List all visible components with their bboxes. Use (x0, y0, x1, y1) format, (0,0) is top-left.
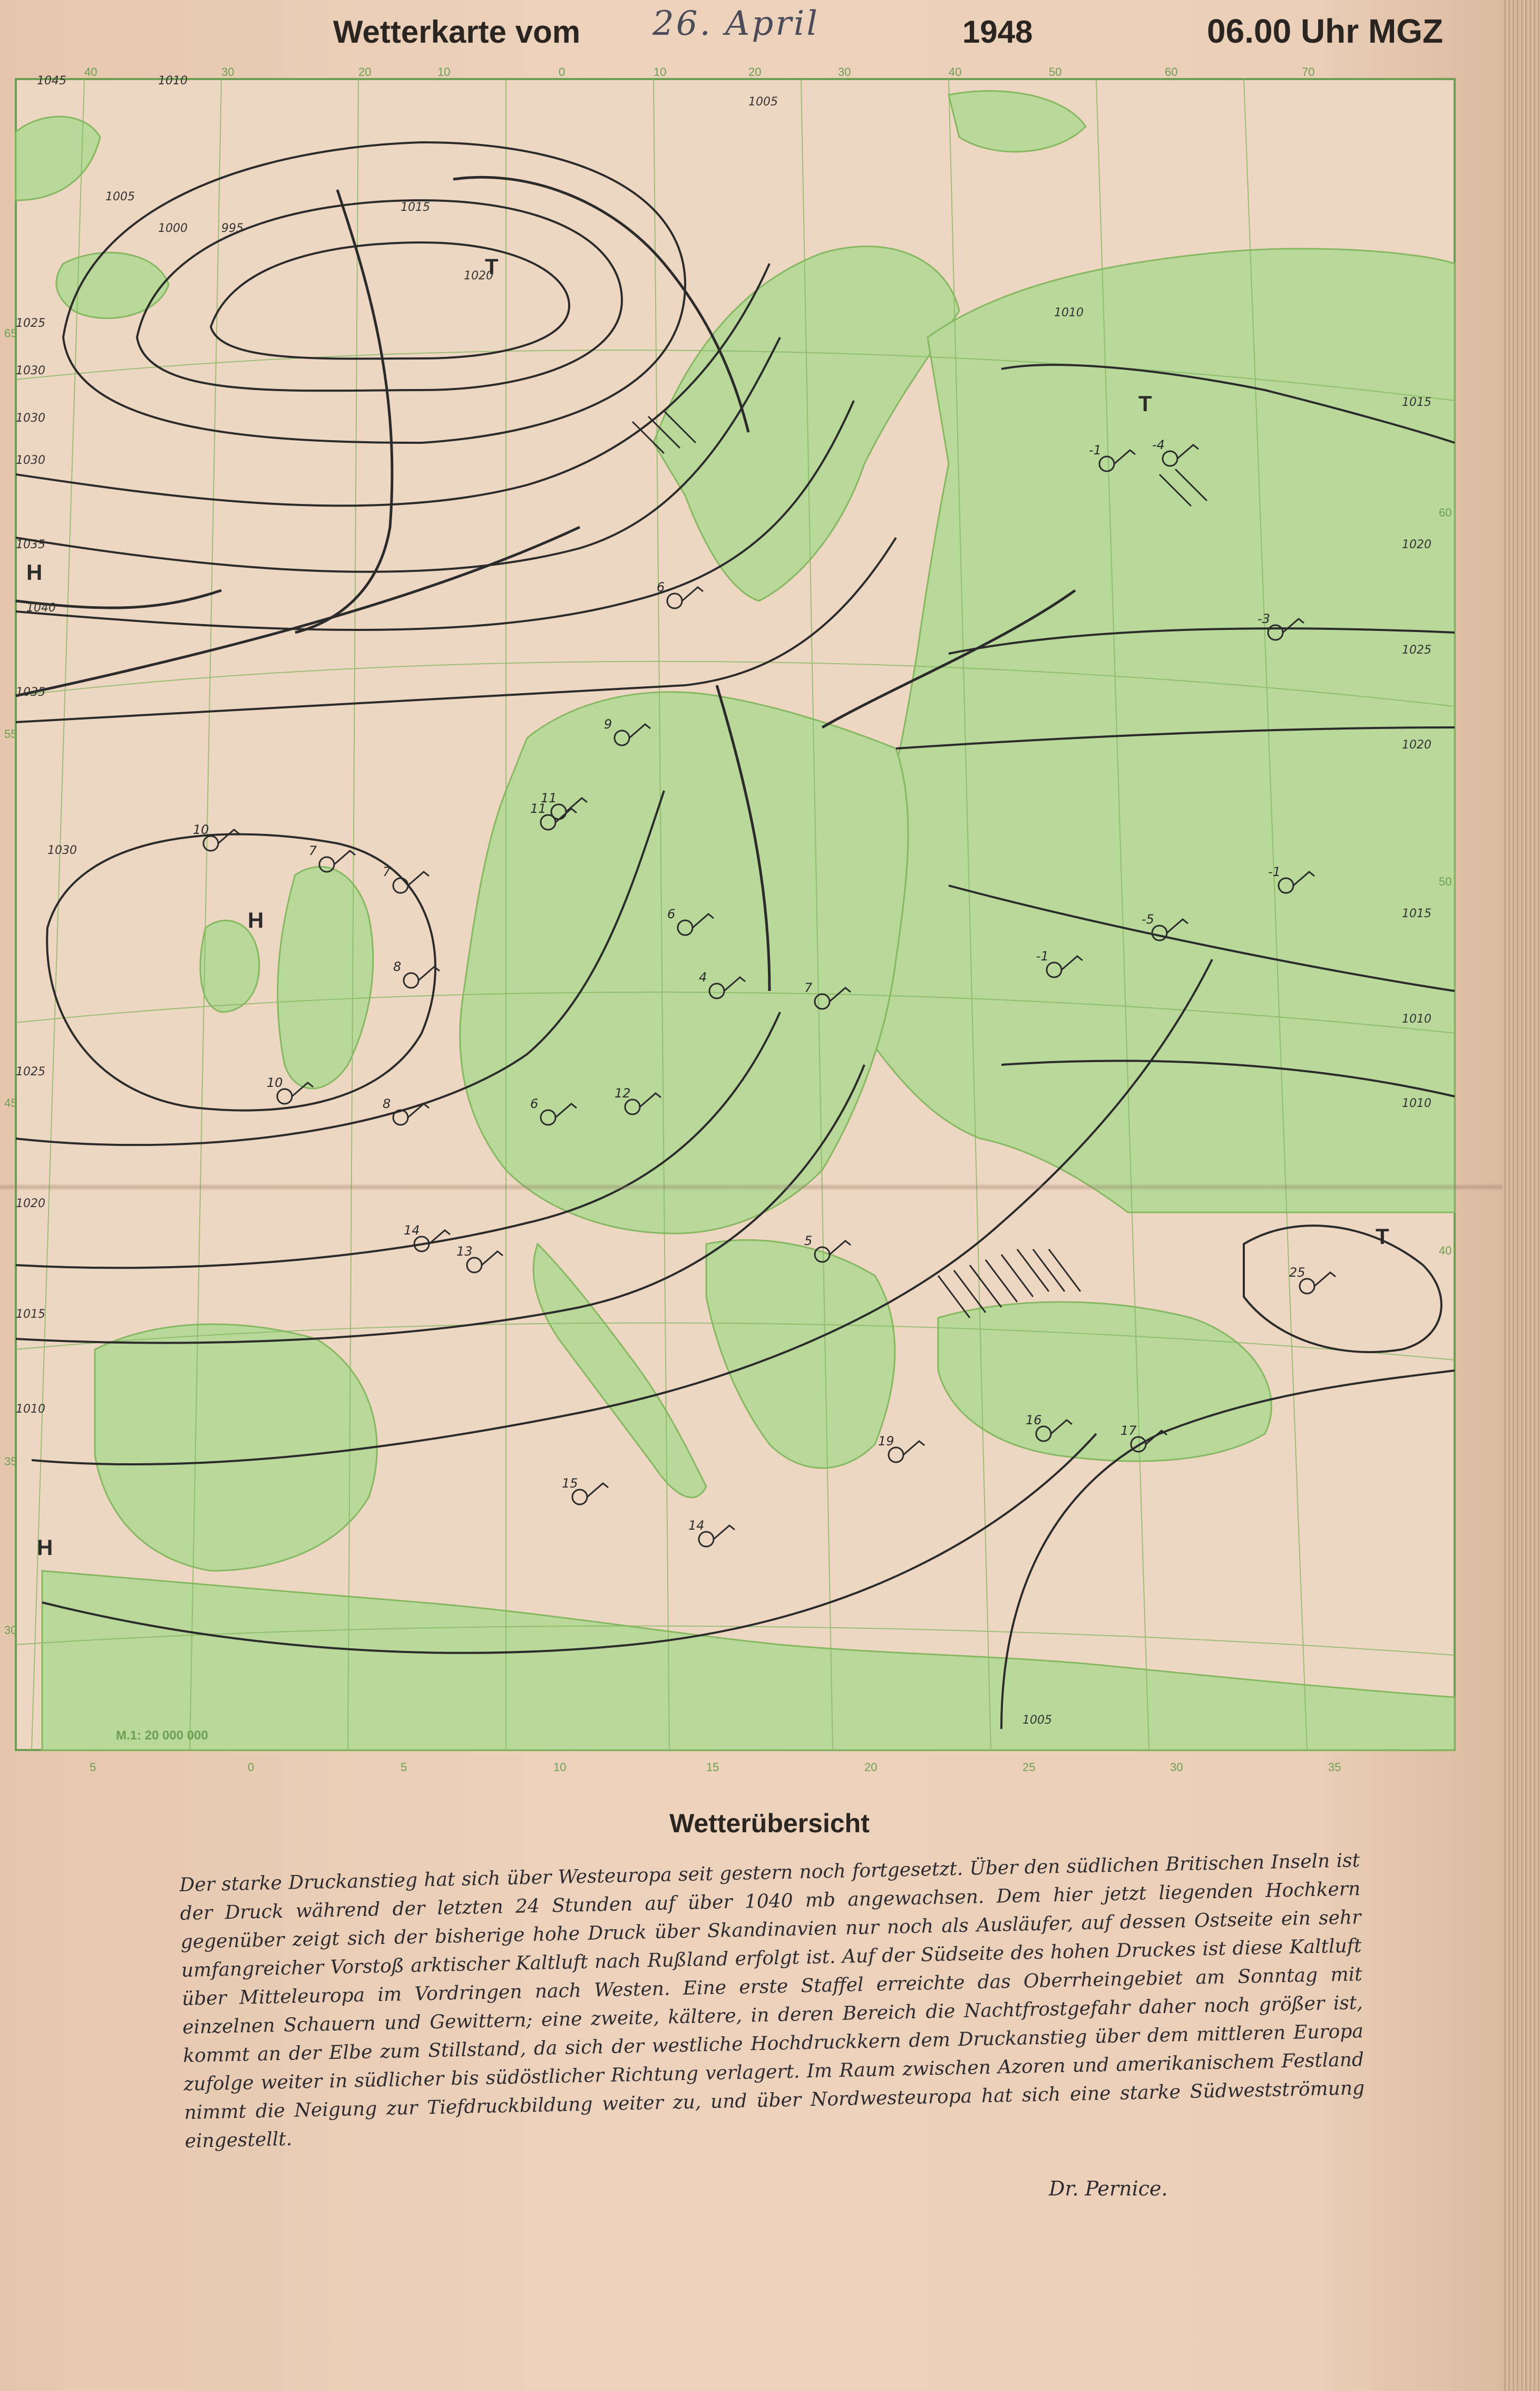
station-temperature: 14 (688, 1518, 705, 1533)
svg-text:55: 55 (4, 727, 17, 741)
low-center: T (1138, 391, 1152, 416)
svg-text:40: 40 (1439, 1244, 1452, 1257)
isobar-value-label: 1005 (748, 95, 778, 109)
svg-text:5: 5 (90, 1761, 96, 1774)
paper-fold (0, 1183, 1502, 1191)
isobar-value-label: 1010 (16, 1403, 45, 1416)
svg-text:30: 30 (838, 65, 851, 79)
station-temperature: 6 (657, 580, 665, 595)
svg-text:20: 20 (358, 65, 372, 79)
year: 1948 (962, 14, 1033, 50)
station-temperature: 8 (383, 1096, 391, 1111)
isobar-value-label: 1020 (1402, 538, 1431, 551)
isobar-value-label: 1000 (158, 222, 188, 235)
isobar-value-label: 1010 (1402, 1013, 1431, 1026)
station-temperature: -3 (1258, 611, 1270, 626)
isobar-value-label: 1015 (16, 1308, 45, 1321)
station-temperature: 7 (804, 980, 813, 995)
isobar-value-label: 1020 (464, 269, 493, 283)
isobar-value-label: 1015 (1402, 907, 1431, 920)
station-temperature: -5 (1142, 912, 1154, 927)
high-center: H (248, 908, 264, 932)
station-temperature: 5 (804, 1233, 813, 1248)
isobar-value-label: 1020 (1402, 738, 1431, 752)
station-temperature: 11 (541, 791, 557, 805)
svg-text:25: 25 (1022, 1761, 1036, 1774)
isobar-value-label: 1010 (1402, 1097, 1431, 1110)
isobar-value-label: 1035 (16, 686, 45, 699)
svg-text:35: 35 (1328, 1761, 1341, 1774)
land-iberia (95, 1324, 377, 1571)
header (0, 0, 1502, 74)
longitude-labels-top (84, 65, 1314, 79)
isobar-value-label: 1030 (16, 454, 45, 467)
svg-text:20: 20 (864, 1761, 878, 1774)
svg-text:0: 0 (248, 1761, 255, 1774)
svg-text:0: 0 (559, 65, 566, 79)
svg-text:10: 10 (553, 1761, 567, 1774)
station-temperature: 7 (309, 843, 317, 858)
station-temperature: -1 (1089, 443, 1102, 458)
isobar-value-label: 1025 (16, 317, 45, 330)
map-canvas (0, 63, 1486, 1792)
svg-text:50: 50 (1049, 65, 1062, 79)
low-center: T (1376, 1224, 1389, 1249)
station-temperature: 19 (878, 1434, 894, 1449)
station-temperature: 10 (193, 822, 209, 837)
signature: Dr. Pernice. (1049, 2177, 1168, 2200)
svg-text:10: 10 (437, 65, 451, 79)
svg-text:40: 40 (949, 65, 962, 79)
low-center: T (485, 254, 499, 279)
station-temperature: 12 (615, 1086, 631, 1101)
isobar-value-label: 1020 (16, 1197, 45, 1210)
station-temperature: 25 (1289, 1265, 1305, 1280)
isobar-value-label: 1005 (105, 190, 135, 203)
map-scale: M.1: 20 000 000 (116, 1728, 208, 1743)
svg-text:15: 15 (706, 1761, 719, 1774)
svg-text:5: 5 (401, 1761, 407, 1774)
station-temperature: 4 (699, 970, 707, 985)
isobar-value-label: 1045 (37, 74, 66, 88)
station-temperature: -4 (1152, 438, 1165, 452)
land-russia (853, 249, 1455, 1212)
svg-text:65: 65 (4, 327, 17, 340)
station-temperature: 6 (530, 1096, 539, 1111)
isobar-value-label: 1015 (401, 201, 430, 214)
summary-text: Der starke Druckanstieg hat sich über Westeuropa seit gestern noch fortgesetzt. Über den südlichen Britischen Inseln ist der Druck während der letzten 24 Stunden auf über 1040 mb angewachsen. Dem hier jetzt liegenden Hochkern gegenüber zeigt sich der bisherige hohe Druck über Skandinavien nur noch als Ausläufer, auf dessen Ostseite ein sehr umfangreicher Vorstoß arktischer Kaltluft nach Rußland erfolgt ist. Auf der Südseite des hohen Druckes ist diese Kaltluft über Mitteleuropa im Vordringen nach Westen. Eine erste Staffel erreichte das Oberrheingebiet am Sonntag mit einzelnen Schauern und Gewittern; eine zweite, kältere, in deren Bereich die Nachtfrostgefahr daher noch größer ist, kommt an der Elbe zum Stillstand, da sich der westliche Hochdruckkern dem Druckanstieg über dem mittleren Europa zufolge weiter in südlicher bis südöstlicher Richtung verlagert. Im Raum zwischen Azoren und amerikanischem Festland nimmt die Neigung zur Tiefdruckbildung weiter zu, und über Nordwesteuropa hat sich eine starke Südwestströmung eingestellt. (179, 1850, 1365, 2152)
station-temperature: 9 (604, 717, 612, 732)
weather-map (0, 63, 1486, 1792)
longitude-labels-bottom (90, 1761, 1341, 1774)
isobar-value-label: 1010 (1054, 306, 1084, 319)
isobar-value-label: 1030 (16, 412, 45, 425)
handwritten-date: 26. April (652, 4, 820, 43)
svg-text:30: 30 (1170, 1761, 1183, 1774)
svg-text:60: 60 (1439, 506, 1452, 519)
station-temperature: 10 (267, 1075, 283, 1090)
isobar-value-label: 1030 (16, 364, 45, 377)
svg-text:70: 70 (1302, 65, 1315, 79)
station-temperature: 15 (562, 1476, 578, 1491)
isobar-value-label: 1005 (1022, 1714, 1052, 1727)
isobar-value-label: 1030 (47, 844, 77, 857)
svg-text:10: 10 (654, 65, 667, 79)
station-temperature: -1 (1036, 949, 1049, 964)
svg-text:20: 20 (748, 65, 762, 79)
svg-text:50: 50 (1439, 875, 1452, 888)
map-title: Wetterkarte vom (333, 14, 581, 50)
isobar-value-label: 995 (221, 222, 243, 235)
svg-text:35: 35 (4, 1455, 17, 1468)
isobar-value-label: 1040 (26, 601, 56, 615)
svg-text:30: 30 (4, 1624, 17, 1637)
station-temperature: 13 (456, 1244, 473, 1259)
isobar-value-label: 1035 (16, 538, 45, 551)
isobar-value-label: 1015 (1402, 396, 1431, 409)
station-temperature: 16 (1026, 1413, 1042, 1427)
summary-title: Wetterübersicht (669, 1809, 870, 1838)
observation-time: 06.00 Uhr MGZ (1207, 12, 1444, 50)
station-temperature: 17 (1120, 1423, 1137, 1438)
weather-summary (132, 1808, 1407, 2240)
station-temperature: 11 (530, 801, 547, 816)
station-temperature: -1 (1268, 864, 1281, 879)
svg-text:45: 45 (4, 1096, 17, 1110)
station-temperature: 6 (667, 907, 676, 921)
isobar-value-label: 1010 (158, 74, 188, 88)
high-center: H (26, 560, 43, 585)
page-edges (1502, 0, 1540, 2391)
station-temperature: 8 (393, 959, 402, 974)
station-temperature: 7 (383, 864, 391, 879)
isobar-value-label: 1025 (1402, 644, 1431, 657)
high-center: H (37, 1535, 53, 1560)
isobar-value-label: 1025 (16, 1065, 45, 1078)
svg-text:60: 60 (1165, 65, 1178, 79)
svg-text:30: 30 (221, 65, 235, 79)
station-temperature: 14 (404, 1223, 420, 1238)
svg-text:40: 40 (84, 65, 98, 79)
